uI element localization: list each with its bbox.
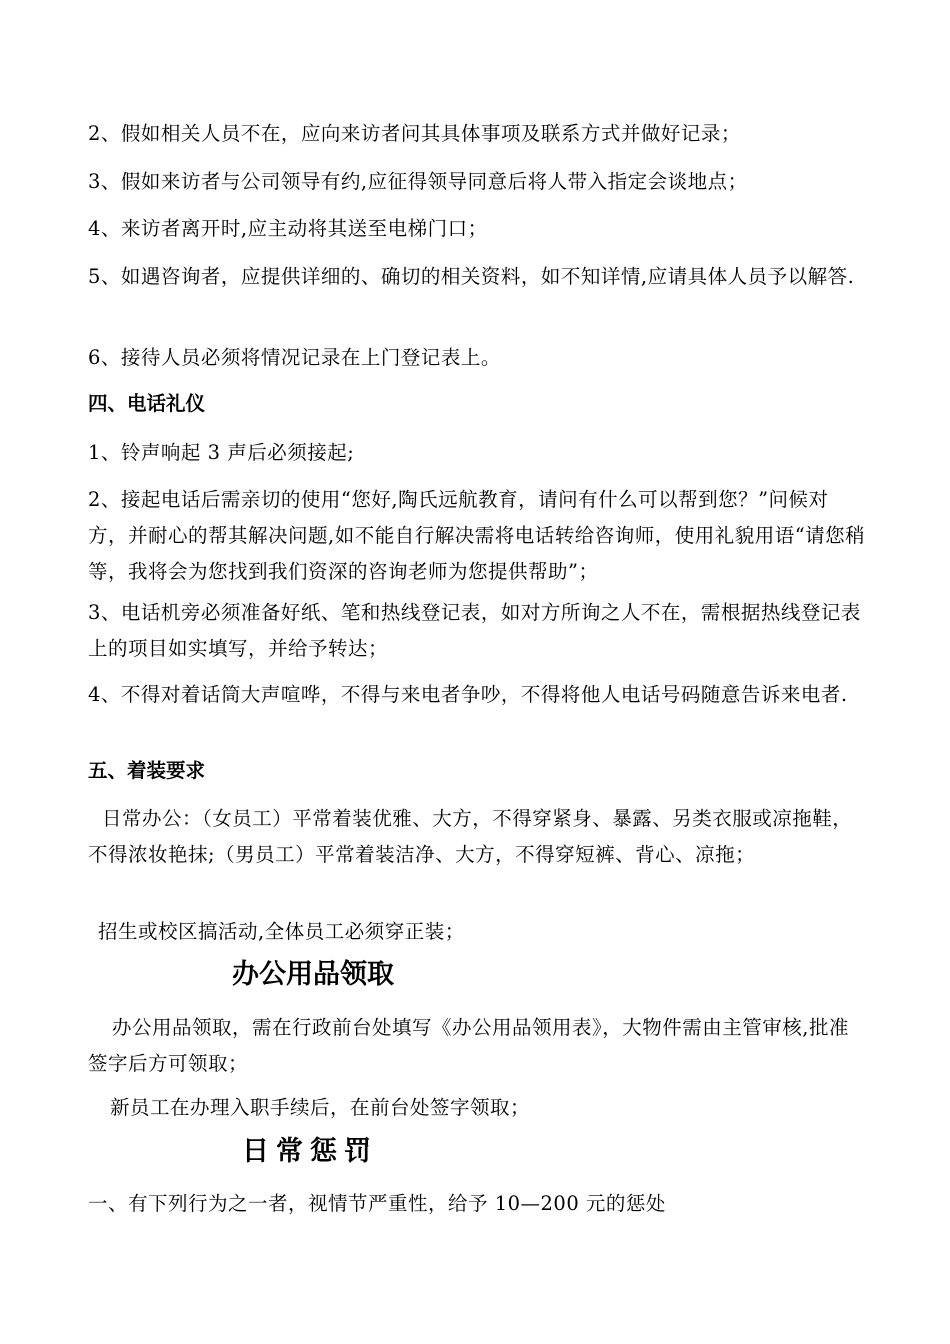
- reception-item-6: 6、接待人员必须将情况记录在上门登记表上。: [88, 346, 501, 369]
- reception-item-5: 5、如遇咨询者，应提供详细的、确切的相关资料，如不知详情,应请具体人员予以解答.: [88, 265, 855, 288]
- office-supplies-title: 办公用品领取: [232, 959, 394, 990]
- phone-etiquette-heading: 四、电话礼仪: [88, 392, 206, 415]
- reception-item-3: 3、假如来访者与公司领导有约,应征得领导同意后将人带入指定会谈地点；: [88, 170, 748, 193]
- dress-item-events: 招生或校区搞活动,全体员工必须穿正装；: [98, 920, 465, 943]
- dress-code-heading: 五、着装要求: [88, 759, 206, 782]
- phone-item-4: 4、不得对着话筒大声喧哗，不得与来电者争吵，不得将他人电话号码随意告诉来电者.: [88, 683, 848, 706]
- phone-item-3: 3、电话机旁必须准备好纸、笔和热线登记表，如对方所询之人不在，需根据热线登记表上的项目如实填写，并给予转达；: [88, 601, 861, 660]
- supplies-item-1: 办公用品领取，需在行政前台处填写《办公用品领用表》，大物件需由主管审核,批准签字后方可领取；: [88, 1016, 849, 1075]
- dress-item-daily: 日常办公：（女员工）平常着装优雅、大方，不得穿紧身、暴露、另类衣服或凉拖鞋，不得浓妆艳抹;（男员工）平常着装洁净、大方，不得穿短裤、背心、凉拖；: [88, 807, 853, 866]
- supplies-item-2: 新员工在办理入职手续后，在前台处签字领取；: [110, 1096, 531, 1119]
- daily-penalty-title: 日常惩罚: [242, 1136, 378, 1167]
- penalty-item-1: 一、有下列行为之一者，视情节严重性，给予 10—200 元的惩处: [88, 1192, 666, 1215]
- phone-item-2: 2、接起电话后需亲切的使用“您好,陶氏远航教育，请问有什么可以帮到您？”问候对方，并耐心的帮其解决问题,如不能自行解决需将电话转给咨询师，使用礼貌用语“请您稍等，我将会为您找到我们资深的咨询老师为您提供帮助”；: [88, 488, 866, 583]
- phone-item-1: 1、铃声响起 3 声后必须接起;: [88, 441, 355, 464]
- reception-item-2: 2、假如相关人员不在，应向来访者问其具体事项及联系方式并做好记录；: [88, 122, 741, 145]
- reception-item-4: 4、来访者离开时,应主动将其送至电梯门口；: [88, 217, 488, 240]
